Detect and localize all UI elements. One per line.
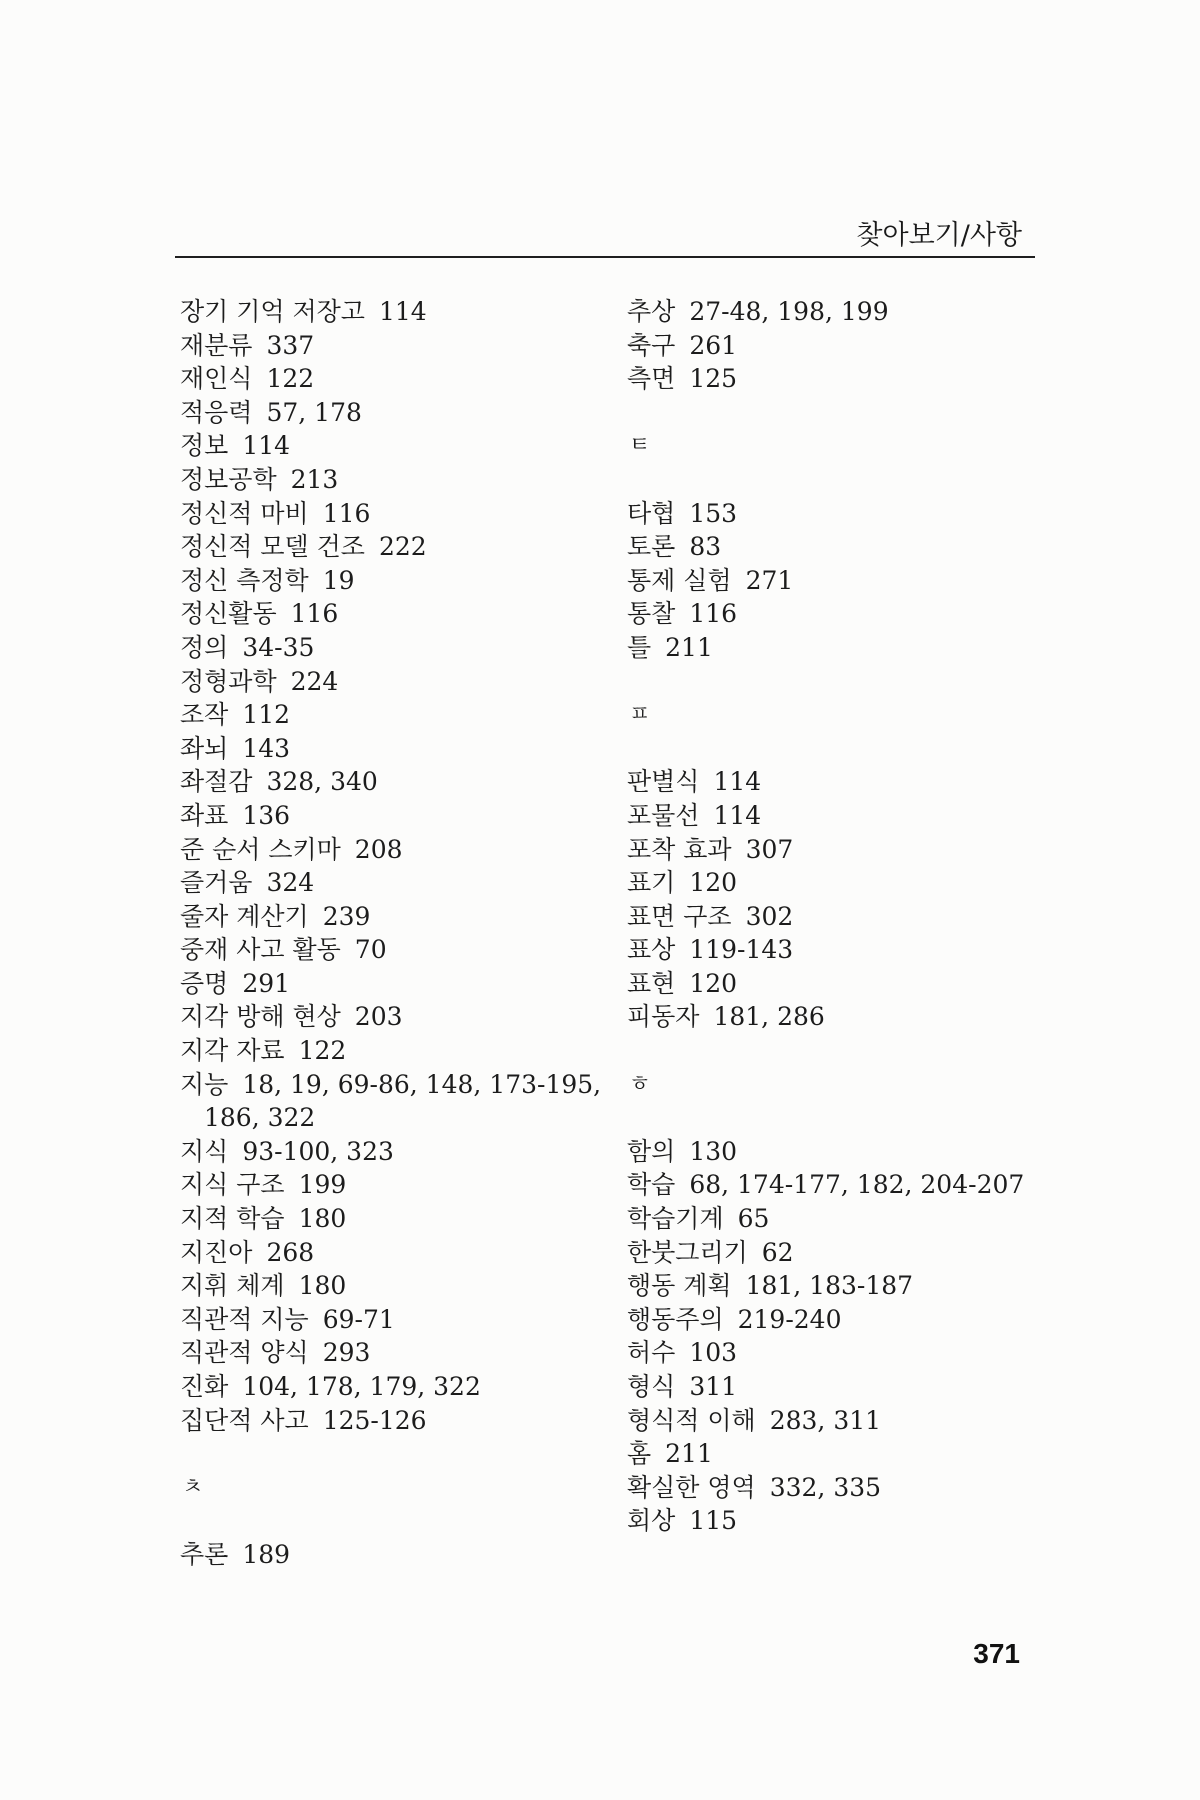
index-entry-continuation: 186, 322 [204,1103,316,1133]
index-page-refs: 114 [378,297,427,326]
index-entry [627,329,1037,363]
index-entry [627,1135,1037,1169]
index-entry [180,1068,620,1102]
index-term: 중재 사고 활동 [180,935,341,965]
index-entry [180,1034,620,1068]
index-term: 진화 [180,1372,229,1401]
index-entry [180,665,620,699]
index-entry [627,1303,1037,1337]
index-page-refs: 114 [713,767,762,797]
index-page-refs: 122 [266,364,315,394]
index-entry [180,1538,620,1572]
index-page-refs: 181, 183-187 [745,1271,914,1301]
index-term: 타협 [627,498,676,528]
index-entry [180,362,620,396]
index-page-refs: 324 [266,868,315,898]
index-page-refs: 115 [689,1506,738,1536]
index-page-refs: 120 [689,868,738,898]
index-page-refs: 112 [242,700,291,730]
index-entry [627,765,1037,799]
index-term: 조작 [180,700,229,730]
index-entry [627,833,1037,867]
index-entry [627,1370,1037,1404]
index-page-refs: 103 [689,1338,738,1368]
index-term: 회상 [627,1506,676,1536]
index-page-refs: 153 [689,498,738,528]
index-entry [180,933,620,967]
index-term: 줄자 계산기 [180,901,309,931]
index-page-refs: 180 [298,1271,347,1301]
index-term: 정의 [180,632,229,662]
index-term: 추론 [180,1539,229,1569]
index-term: 형식 [627,1372,676,1401]
index-entry [627,1202,1037,1236]
index-term: 지각 방해 현상 [180,1002,341,1032]
index-term: 함의 [627,1136,676,1166]
index-column-right [627,295,1037,1538]
index-entry [180,732,620,766]
index-entry [627,1471,1037,1505]
index-term: 형식적 이해 [627,1405,756,1435]
index-entry [627,1269,1037,1303]
index-term: 준 순서 스키마 [180,834,341,864]
index-entry [180,1303,620,1337]
index-entry [180,833,620,867]
index-term: 즐거움 [180,868,253,898]
index-entry [627,597,1037,631]
index-term: 축구 [627,330,676,360]
index-term: 토론 [627,532,676,562]
index-entry [180,1168,620,1202]
index-entry [180,1236,620,1270]
index-page-refs: 143 [242,733,291,763]
index-page-refs: 116 [290,599,339,629]
index-entry [627,1404,1037,1438]
index-term: 집단적 사고 [180,1405,309,1435]
index-page-refs: 302 [745,901,794,931]
index-page-refs: 116 [322,498,371,528]
index-entry [627,1437,1037,1471]
index-entry [180,900,620,934]
index-page-refs: 136 [242,800,291,830]
index-term: 직관적 양식 [180,1338,309,1368]
index-entry [180,396,620,430]
index-page-refs: 189 [242,1539,291,1569]
index-entry [627,497,1037,531]
running-head: 찾아보기/사항 [856,220,1022,251]
index-page-refs: 268 [266,1237,315,1267]
index-term: 행동 계획 [627,1271,732,1301]
index-page-refs: 122 [298,1036,347,1066]
index-page-refs: 83 [689,532,722,562]
index-page-refs: 62 [761,1237,794,1267]
index-page-refs: 19 [322,565,355,595]
index-entry [180,463,620,497]
index-entry [180,1336,620,1370]
index-page-refs: 125-126 [322,1405,427,1435]
index-page-refs: 130 [689,1136,738,1166]
index-term: 판별식 [627,767,700,797]
index-term: 지식 구조 [180,1170,285,1200]
index-page-refs: 125 [689,364,738,394]
index-entry [627,1336,1037,1370]
index-page-refs: 213 [290,464,339,494]
index-term: 장기 기억 저장고 [180,297,365,326]
index-term: 측면 [627,364,676,394]
index-spacer [627,396,1037,430]
index-page-refs: 116 [689,599,738,629]
index-term: 지적 학습 [180,1204,285,1234]
index-entry [180,1370,620,1404]
index-page-refs: 271 [745,565,794,595]
index-entry [627,1000,1037,1034]
index-term: 증명 [180,968,229,998]
index-spacer [180,1437,620,1471]
index-term: 표현 [627,968,676,998]
index-entry [627,564,1037,598]
index-term: 홈 [627,1439,652,1469]
index-entry [180,1404,620,1438]
index-page-refs: 68, 174-177, 182, 204-207 [689,1170,1025,1200]
index-page-refs: 70 [354,935,387,965]
index-page-refs: 211 [665,1439,713,1469]
index-page-refs: 114 [713,800,762,830]
index-page-refs: 181, 286 [713,1002,825,1032]
index-term: 지각 자료 [180,1036,285,1066]
index-entry [180,1000,620,1034]
index-term: 좌표 [180,800,229,830]
index-entry [627,866,1037,900]
index-page-refs: 222 [378,532,427,562]
index-page-refs: 283, 311 [769,1405,882,1435]
header-rule [175,256,1035,258]
index-term: 표면 구조 [627,901,732,931]
index-spacer [627,732,1037,766]
index-page-refs: 332, 335 [769,1472,882,1502]
index-entry [627,295,1037,329]
index-section-letter: ㅌ [629,433,651,459]
index-entry [180,329,620,363]
index-entry [180,1202,620,1236]
index-term: 허수 [627,1338,676,1368]
index-spacer [180,1504,620,1538]
index-term: 행동주의 [627,1304,724,1334]
index-entry [180,698,620,732]
index-section-letter: ㅊ [182,1474,204,1500]
index-page-refs: 93-100, 323 [242,1136,394,1166]
index-term: 재분류 [180,330,253,360]
index-entry [627,967,1037,1001]
index-term: 정신적 마비 [180,498,309,528]
index-page-refs: 27-48, 198, 199 [689,297,889,326]
index-term: 포착 효과 [627,834,732,864]
index-page-refs: 211 [665,632,713,662]
index-section-letter: ㅎ [629,1071,651,1097]
index-term: 통제 실험 [627,565,732,595]
index-entry [180,497,620,531]
index-term: 정형과학 [180,666,277,696]
index-term: 지휘 체계 [180,1271,285,1301]
index-page-refs: 261 [689,330,738,360]
index-term: 좌뇌 [180,733,229,763]
index-page-refs: 120 [689,968,738,998]
index-entry [627,1236,1037,1270]
index-term: 표기 [627,868,676,898]
index-page-refs: 104, 178, 179, 322 [242,1372,481,1401]
index-spacer [627,463,1037,497]
index-page-refs: 337 [266,330,315,360]
index-page-refs: 203 [354,1002,403,1032]
index-term: 지진아 [180,1237,253,1267]
index-page-refs: 199 [298,1170,347,1200]
index-page-refs: 219-240 [737,1304,842,1334]
index-page-refs: 114 [242,431,291,461]
index-entry [627,1168,1037,1202]
index-page-refs: 34-35 [242,632,315,662]
index-term: 정보공학 [180,464,277,494]
index-entry [180,631,620,665]
index-term: 정보 [180,431,229,461]
index-term: 학습기계 [627,1204,724,1234]
index-term: 지식 [180,1136,229,1166]
index-entry [627,799,1037,833]
index-entry [180,564,620,598]
index-section-letter: ㅍ [629,702,651,728]
index-term: 피동자 [627,1002,700,1032]
index-term: 추상 [627,297,676,326]
index-page-refs: 224 [290,666,339,696]
index-entry [627,362,1037,396]
index-page-refs: 18, 19, 69-86, 148, 173-195, [242,1069,602,1099]
index-page-refs: 291 [242,968,291,998]
index-entry [627,1504,1037,1538]
index-spacer [627,1101,1037,1135]
index-entry [627,900,1037,934]
index-term: 포물선 [627,800,700,830]
index-column-left [180,295,620,1572]
index-entry [627,530,1037,564]
index-term: 확실한 영역 [627,1472,756,1502]
index-entry [180,967,620,1001]
index-page-refs: 65 [737,1204,770,1234]
index-entry [627,933,1037,967]
index-entry [180,1269,620,1303]
index-entry [180,799,620,833]
index-entry [180,597,620,631]
index-page-refs: 239 [322,901,371,931]
index-entry [180,295,620,329]
index-term: 한붓그리기 [627,1237,748,1267]
index-spacer [627,1034,1037,1068]
index-entry [180,530,620,564]
index-term: 재인식 [180,364,253,394]
index-page-refs: 311 [689,1372,738,1401]
index-page-refs: 328, 340 [266,767,378,797]
index-entry [180,429,620,463]
index-page-refs: 180 [298,1204,347,1234]
index-term: 틀 [627,632,652,662]
index-term: 지능 [180,1069,229,1099]
index-term: 학습 [627,1170,676,1200]
index-term: 적응력 [180,397,253,427]
index-entry [180,866,620,900]
page-number: 371 [973,1638,1020,1669]
index-term: 좌절감 [180,767,253,797]
index-entry [627,631,1037,665]
index-page-refs: 293 [322,1338,371,1368]
index-term: 정신활동 [180,599,277,629]
index-entry [180,1135,620,1169]
index-page-refs: 307 [745,834,794,864]
index-term: 통찰 [627,599,676,629]
index-term: 정신적 모델 건조 [180,532,365,562]
index-term: 직관적 지능 [180,1304,309,1334]
index-term: 표상 [627,935,676,965]
index-term: 정신 측정학 [180,565,309,595]
index-page-refs: 208 [354,834,403,864]
index-page-refs: 57, 178 [266,397,362,427]
index-page-refs: 69-71 [322,1304,395,1334]
index-page-refs: 119-143 [689,935,794,965]
index-entry [180,765,620,799]
index-spacer [627,665,1037,699]
